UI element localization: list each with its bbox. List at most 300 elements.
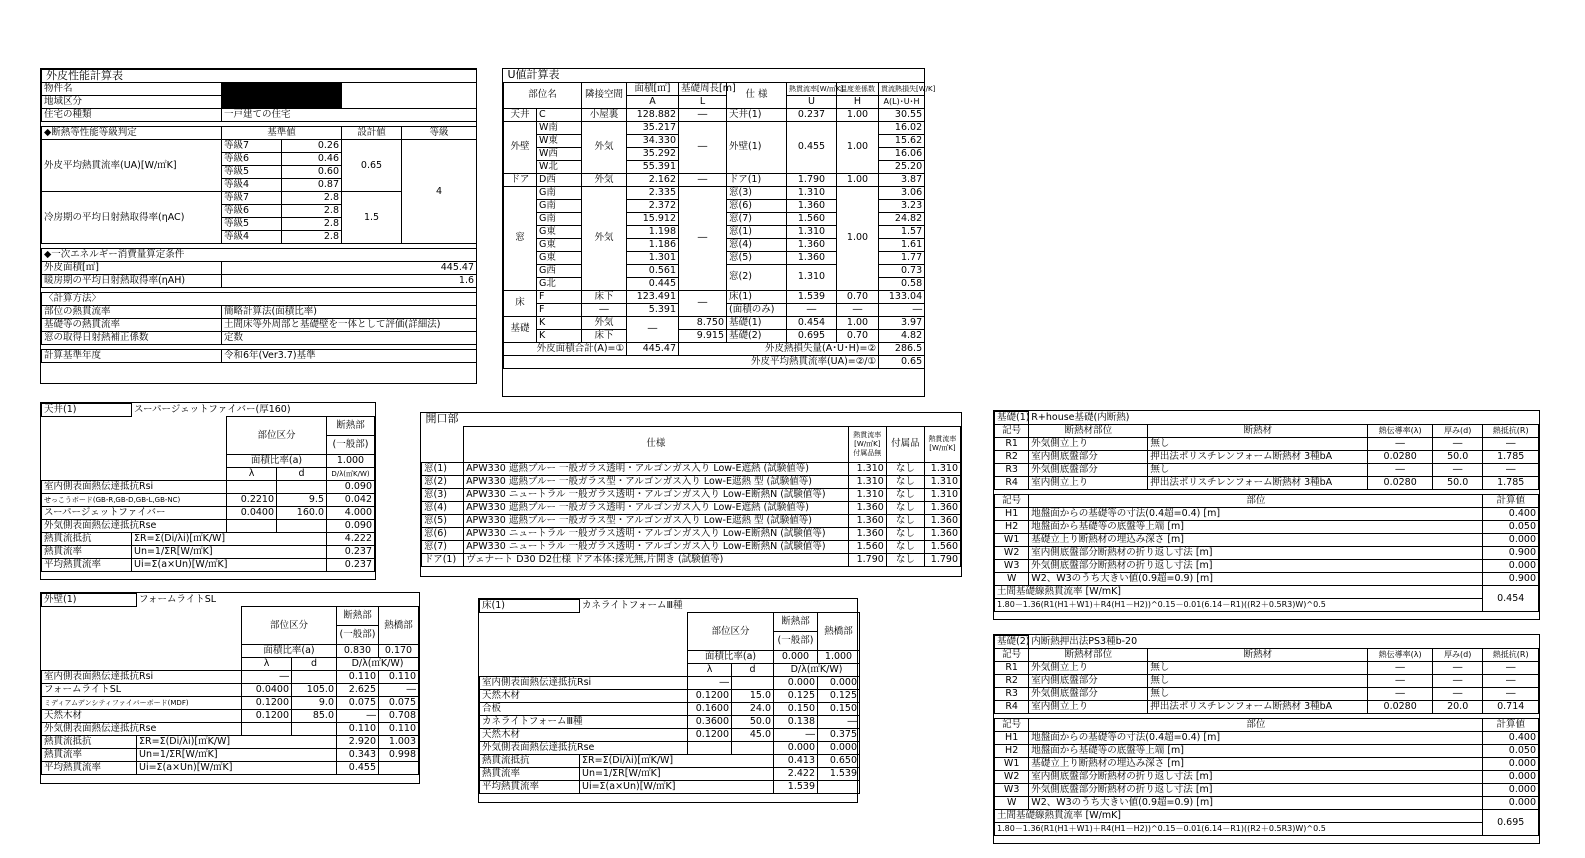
resistance-bridge: 0.075 xyxy=(379,697,419,710)
formula: 1.80－1.36(R1(H1＋W1)＋R4(H1－H2))^0.15－0.01(6.14－R1)((R2＋0.5R3)W)^0.5 xyxy=(995,599,1483,612)
temp-coef: 0.70 xyxy=(837,329,879,342)
resistance: 0.138 xyxy=(774,716,818,729)
opening-id: 窓(5) xyxy=(422,514,464,527)
calc-value-bridge: 0.998 xyxy=(379,749,419,762)
column-header: 仕 様 xyxy=(727,82,787,108)
thickness: 9.5 xyxy=(277,494,327,507)
calc-value: 2.422 xyxy=(774,768,818,781)
adjacent-space: 外気 xyxy=(582,316,627,329)
column-header: 貫流熱損失[W/K] xyxy=(879,82,925,95)
adjacent-space: ― xyxy=(582,303,627,316)
ratio-value: 1.000 xyxy=(327,455,375,468)
thickness xyxy=(292,723,337,736)
year-label: 計算基準年度 xyxy=(42,350,222,363)
column-header: 部位 xyxy=(1029,719,1483,732)
area: 1.301 xyxy=(627,251,679,264)
u-value: 1.310 xyxy=(848,488,886,501)
column-unit: L xyxy=(679,95,727,108)
ua-design: 0.65 xyxy=(342,140,402,192)
formula-label: 土間基礎線熱貫流率 [W/mK] xyxy=(995,586,1483,599)
formula-label: 土間基礎線熱貫流率 [W/mK] xyxy=(995,810,1483,823)
direction: W西 xyxy=(537,147,582,160)
foundation-2-table xyxy=(993,634,1540,844)
accessory: なし xyxy=(886,514,924,527)
spec: 窓(7) xyxy=(727,212,787,225)
u-value: 1.790 xyxy=(848,553,886,566)
opening-spec: APW330 ニュートラル 一般ガラス透明・アルゴンガス入り Low-E断熱N (試験値等) xyxy=(464,527,849,540)
column-header: 熱貫流率[W/㎡K] xyxy=(787,82,837,95)
area: 1.186 xyxy=(627,238,679,251)
temp-coef: 1.00 xyxy=(837,121,879,173)
dimension-label: 地盤面からの基礎等の寸法(0.4超=0.4) [m] xyxy=(1029,732,1483,745)
symbol: W2 xyxy=(995,547,1029,560)
resistance: 0.000 xyxy=(774,677,818,690)
calc-value-bridge xyxy=(818,781,860,794)
thickness xyxy=(732,742,774,755)
thickness: ― xyxy=(1432,662,1482,675)
column-unit: A(L)･U･H xyxy=(879,95,925,108)
column-unit: A xyxy=(627,95,679,108)
calc-formula: Un=1/ΣR[W/㎡K] xyxy=(580,768,774,781)
accessory: なし xyxy=(886,462,924,475)
sum-area-label: 外皮面積合計(A)=① xyxy=(504,342,627,355)
lambda: ― xyxy=(688,677,732,690)
dimension-value: 0.050 xyxy=(1483,745,1539,758)
layer-name: 合板 xyxy=(480,703,688,716)
method-value: 簡略計算法(面積比率) xyxy=(222,306,477,319)
thickness: ― xyxy=(1432,464,1482,477)
d-header: d xyxy=(277,468,327,481)
column-header: 熱貫流率[W/㎡K] xyxy=(924,426,960,462)
u-value-table xyxy=(502,68,936,397)
symbol: H2 xyxy=(995,745,1029,758)
ratio-value: 0.170 xyxy=(379,645,419,658)
ins-material: 無し xyxy=(1148,688,1368,701)
info-label: 物件名 xyxy=(42,83,222,96)
part-material: カネライトフォームⅢ種 xyxy=(582,599,683,611)
opening-table xyxy=(420,412,962,577)
u-value: 0.695 xyxy=(787,329,837,342)
calc-label: 平均熱貫流率 xyxy=(480,781,580,794)
column-header: 熱橋部 xyxy=(818,613,860,651)
lambda: ― xyxy=(1368,662,1433,675)
column-header: 記号 xyxy=(995,425,1029,438)
resistance: 0.125 xyxy=(774,690,818,703)
perimeter: 8.750 xyxy=(679,316,727,329)
u-value: 1.539 xyxy=(787,290,837,303)
column-unit: H xyxy=(837,95,879,108)
accessory: なし xyxy=(886,527,924,540)
grade-label: 等級7 xyxy=(222,192,282,205)
layer-name: 外気側表面熱伝達抵抗Rse xyxy=(42,520,227,533)
adjacent-space: 床下 xyxy=(582,329,627,342)
spec: ドア(1) xyxy=(727,173,787,186)
column-header: 計算値 xyxy=(1483,719,1539,732)
u-value-final: 1.360 xyxy=(924,527,960,540)
dimension-value: 0.400 xyxy=(1483,732,1539,745)
column-header: 基礎周長[m] xyxy=(679,82,727,95)
criteria-value: 2.8 xyxy=(282,218,342,231)
calc-formula: Ui=Σ(a×Un)[W/㎡K] xyxy=(132,559,327,572)
symbol: R4 xyxy=(995,701,1029,714)
direction: F xyxy=(537,303,582,316)
floor-spec-table xyxy=(478,598,858,803)
column-header: 熱抵抗(R) xyxy=(1483,649,1539,662)
grade-label: 等級6 xyxy=(222,205,282,218)
thickness: 50.0 xyxy=(1432,477,1482,490)
symbol: R2 xyxy=(995,675,1029,688)
heat-loss: 24.82 xyxy=(879,212,925,225)
grade-label: 等級7 xyxy=(222,140,282,153)
resistance: 4.000 xyxy=(327,507,375,520)
thickness: 160.0 xyxy=(277,507,327,520)
eta-ah-value: 1.6 xyxy=(222,275,477,288)
grade-label: 等級5 xyxy=(222,166,282,179)
resistance-bridge: ― xyxy=(379,684,419,697)
column-header: 計算値 xyxy=(1483,495,1539,508)
ratio-label: 面積比率(a) xyxy=(688,651,774,664)
calc-label: 熱貫流率 xyxy=(480,768,580,781)
adjacent-space: 床下 xyxy=(582,290,627,303)
u-value: 1.360 xyxy=(848,527,886,540)
spec: 窓(5) xyxy=(727,251,787,264)
ins-part: 外気側立上り xyxy=(1029,662,1148,675)
spec: 基礎(2) xyxy=(727,329,787,342)
calc-value: 0.413 xyxy=(774,755,818,768)
calc-value: 2.920 xyxy=(337,736,379,749)
thickness: 105.0 xyxy=(292,684,337,697)
lambda: 0.0280 xyxy=(1368,701,1433,714)
u-value-final: 1.560 xyxy=(924,540,960,553)
lambda xyxy=(688,742,732,755)
redacted-block xyxy=(222,83,342,96)
column-header: (一般部) xyxy=(774,632,818,651)
grade-label: 等級4 xyxy=(222,231,282,244)
dimension-value: 0.000 xyxy=(1483,797,1539,810)
direction: G南 xyxy=(537,186,582,199)
ins-part: 外気側底盤部分 xyxy=(1029,464,1148,477)
ua-value: 0.65 xyxy=(879,355,925,368)
opening-spec: APW330 遮熱ブルー 一般ガラス型・アルゴンガス入り Low-E遮熱 型 (試験値等) xyxy=(464,475,849,488)
redacted-block xyxy=(222,96,342,109)
calc-formula: Ui=Σ(a×Un)[W/㎡K] xyxy=(580,781,774,794)
lambda xyxy=(227,520,277,533)
accessory: なし xyxy=(886,501,924,514)
part-name: 窓 xyxy=(504,186,537,290)
heat-loss: 16.06 xyxy=(879,147,925,160)
formula: 1.80－1.36(R1(H1＋W1)＋R4(H1－H2))^0.15－0.01(6.14－R1)((R2＋0.5R3)W)^0.5 xyxy=(995,823,1483,836)
method-header: 〈計算方法〉 xyxy=(42,293,477,306)
symbol: H2 xyxy=(995,521,1029,534)
spec: 外壁(1) xyxy=(727,121,787,173)
resistance: 0.110 xyxy=(337,671,379,684)
resistance: ― xyxy=(1483,438,1539,451)
resistance: 1.785 xyxy=(1483,451,1539,464)
opening-id: 窓(7) xyxy=(422,540,464,553)
spec: 窓(4) xyxy=(727,238,787,251)
resistance: 0.150 xyxy=(774,703,818,716)
column-header: 熱伝導率(λ) xyxy=(1368,649,1433,662)
u-value: 0.237 xyxy=(787,108,837,121)
symbol: H1 xyxy=(995,732,1029,745)
column-header: 厚み(d) xyxy=(1432,425,1482,438)
foundation-1-table xyxy=(993,410,1540,620)
lambda: 0.1200 xyxy=(242,710,292,723)
resistance: 0.090 xyxy=(327,520,375,533)
opening-spec: APW330 遮熱ブルー 一般ガラス透明・アルゴンガス入り Low-E遮熱 (試験値等) xyxy=(464,501,849,514)
column-header: 断熱材 xyxy=(1148,425,1368,438)
thickness xyxy=(292,671,337,684)
layer-name: 室内側表面熱伝達抵抗Rsi xyxy=(42,671,242,684)
heat-loss: 25.20 xyxy=(879,160,925,173)
thickness: ― xyxy=(1432,675,1482,688)
resistance-bridge: 0.125 xyxy=(818,690,860,703)
column-header: 付属品 xyxy=(886,426,924,462)
layer-name: 室内側表面熱伝達抵抗Rsi xyxy=(42,481,227,494)
symbol: W1 xyxy=(995,534,1029,547)
part-name: 外壁 xyxy=(504,121,537,173)
grade-label: 等級6 xyxy=(222,153,282,166)
column-header: 記号 xyxy=(995,719,1029,732)
info-label: 住宅の種類 xyxy=(42,109,222,122)
formula-value: 0.454 xyxy=(1483,586,1539,612)
thickness: 20.0 xyxy=(1432,701,1482,714)
u-value: 1.310 xyxy=(848,475,886,488)
year-value: 令和6年(Ver3.7)基準 xyxy=(222,350,477,363)
heat-loss: 0.73 xyxy=(879,264,925,277)
part-material: フォームライトSL xyxy=(139,593,217,605)
dimension-label: 室内側底盤部分断熱材の折り返し寸法 [m] xyxy=(1029,547,1483,560)
column-header: 記号 xyxy=(995,495,1029,508)
symbol: R1 xyxy=(995,438,1029,451)
dimension-label: W2、W3のうち大きい値(0.9超=0.9) [m] xyxy=(1029,573,1483,586)
part-title: 外壁(1) xyxy=(42,594,137,607)
u-value: 1.310 xyxy=(787,225,837,238)
part-name: ドア xyxy=(504,173,537,186)
opening-spec: APW330 ニュートラル 一般ガラス透明・アルゴンガス入り Low-E断熱N (試験値等) xyxy=(464,540,849,553)
calc-value-bridge: 1.539 xyxy=(818,768,860,781)
dimension-value: 0.000 xyxy=(1483,784,1539,797)
criteria-value: 0.46 xyxy=(282,153,342,166)
lambda: 0.2210 xyxy=(227,494,277,507)
resistance: ― xyxy=(1483,662,1539,675)
part-title: 基礎(2) xyxy=(995,636,1029,649)
thickness: ― xyxy=(1432,688,1482,701)
column-header: 仕様 xyxy=(464,426,849,462)
calc-value: 0.343 xyxy=(337,749,379,762)
formula-value: 0.695 xyxy=(1483,810,1539,836)
column-header: 断熱材 xyxy=(1148,649,1368,662)
dimension-label: 室内側底盤部分断熱材の折り返し寸法 [m] xyxy=(1029,771,1483,784)
column-header: (一般部) xyxy=(337,626,379,645)
ins-material: 無し xyxy=(1148,662,1368,675)
direction: C xyxy=(537,108,582,121)
heat-loss: 1.61 xyxy=(879,238,925,251)
symbol: W xyxy=(995,797,1029,810)
criteria-value: 2.8 xyxy=(282,192,342,205)
column-header: 熱橋部 xyxy=(379,607,419,645)
sum-loss-label: 外皮熱損失量(A･U･H)=② xyxy=(679,342,879,355)
thickness: 15.0 xyxy=(732,690,774,703)
opening-spec: ヴェナート D30 D2仕様 ドア本体:採光無,片開き (試験値等) xyxy=(464,553,849,566)
symbol: R1 xyxy=(995,662,1029,675)
resistance: 0.000 xyxy=(774,742,818,755)
lambda xyxy=(227,481,277,494)
symbol: W3 xyxy=(995,560,1029,573)
ratio-value: 0.830 xyxy=(337,645,379,658)
dimension-value: 0.000 xyxy=(1483,758,1539,771)
opening-spec: APW330 遮熱ブルー 一般ガラス型・アルゴンガス入り Low-E遮熱 型 (試験値等) xyxy=(464,514,849,527)
direction: W南 xyxy=(537,121,582,134)
part-title: 天井(1) xyxy=(42,404,132,417)
criteria-value: 2.8 xyxy=(282,231,342,244)
area: 15.912 xyxy=(627,212,679,225)
opening-id: 窓(6) xyxy=(422,527,464,540)
spec: 窓(1) xyxy=(727,225,787,238)
thickness xyxy=(277,481,327,494)
lambda-header: λ xyxy=(242,658,292,671)
perimeter: ― xyxy=(679,108,727,121)
envelope-performance-table xyxy=(40,68,477,384)
spec: 天井(1) xyxy=(727,108,787,121)
heat-loss: 4.82 xyxy=(879,329,925,342)
ratio-value: 0.000 xyxy=(774,651,818,664)
dimension-value: 0.000 xyxy=(1483,560,1539,573)
thickness xyxy=(277,520,327,533)
sum-loss: 286.5 xyxy=(879,342,925,355)
spec: 窓(3) xyxy=(727,186,787,199)
layer-name: スーパージェットファイバー xyxy=(42,507,227,520)
column-header: 温度差係数 xyxy=(837,82,879,95)
lambda: ― xyxy=(1368,675,1433,688)
resistance-bridge: 0.150 xyxy=(818,703,860,716)
ins-part: 室内側立上り xyxy=(1029,701,1148,714)
u-value: 1.360 xyxy=(787,199,837,212)
dimension-label: 外気側底盤部分断熱材の折り返し寸法 [m] xyxy=(1029,784,1483,797)
calc-label: 熱貫流抵抗 xyxy=(42,533,132,546)
calc-formula: ΣR=Σ(Di/λi)[㎡K/W] xyxy=(132,533,327,546)
calc-label: 熱貫流率 xyxy=(42,546,132,559)
direction: G南 xyxy=(537,212,582,225)
opening-id: 窓(2) xyxy=(422,475,464,488)
temp-coef: 1.00 xyxy=(837,108,879,121)
thickness: 50.0 xyxy=(732,716,774,729)
criteria-value: 0.60 xyxy=(282,166,342,179)
layer-name: ミディアムデンシティファイバーボード(MDF) xyxy=(42,697,242,710)
u-value: ― xyxy=(787,303,837,316)
resistance-bridge: 0.708 xyxy=(379,710,419,723)
direction: W北 xyxy=(537,160,582,173)
lambda: ― xyxy=(1368,438,1433,451)
u-value: 1.310 xyxy=(787,264,837,290)
u-value-final: 1.360 xyxy=(924,501,960,514)
layer-name: フォームライトSL xyxy=(42,684,242,697)
area-label: 外皮面積[㎡] xyxy=(42,262,222,275)
eta-label: 冷房期の平均日射熱取得率(ηAC) xyxy=(42,192,222,244)
area: 0.445 xyxy=(627,277,679,290)
lambda: 0.0400 xyxy=(227,507,277,520)
lambda: 0.1200 xyxy=(242,697,292,710)
temp-coef: 1.00 xyxy=(837,173,879,186)
thickness: 50.0 xyxy=(1432,451,1482,464)
lambda: 0.3600 xyxy=(688,716,732,729)
lambda: ― xyxy=(1368,688,1433,701)
area: ― xyxy=(627,316,679,342)
info-value: 一戸建ての住宅 xyxy=(222,109,477,122)
resistance-bridge: 0.000 xyxy=(818,742,860,755)
area: 1.198 xyxy=(627,225,679,238)
calc-formula: ΣR=Σ(Di/λi)[㎡K/W] xyxy=(580,755,774,768)
column-header: 熱伝導率(λ) xyxy=(1368,425,1433,438)
dimension-value: 0.050 xyxy=(1483,521,1539,534)
resistance: 0.110 xyxy=(337,723,379,736)
dimension-label: 地盤面からの基礎等の寸法(0.4超=0.4) [m] xyxy=(1029,508,1483,521)
lambda-header: λ xyxy=(227,468,277,481)
column-header: 部位 xyxy=(1029,495,1483,508)
table-title: 外皮性能計算表 xyxy=(42,70,477,83)
calc-value: 0.237 xyxy=(327,546,375,559)
dimension-label: 地盤面から基礎等の底盤等上端 [m] xyxy=(1029,521,1483,534)
heat-loss: 1.57 xyxy=(879,225,925,238)
area-value: 445.47 xyxy=(222,262,477,275)
resistance-bridge: 0.110 xyxy=(379,671,419,684)
layer-name: カネライトフォームⅢ種 xyxy=(480,716,688,729)
ua-label: 外皮平均熱貫流率(UA)=②/① xyxy=(504,355,879,368)
u-value: 1.360 xyxy=(848,514,886,527)
perimeter: ― xyxy=(679,173,727,186)
lambda: 0.1200 xyxy=(688,729,732,742)
perimeter: ― xyxy=(679,121,727,173)
calc-formula: Un=1/ΣR[W/㎡K] xyxy=(132,546,327,559)
criteria-value: 2.8 xyxy=(282,205,342,218)
direction: G南 xyxy=(537,199,582,212)
lambda: 0.0400 xyxy=(242,684,292,697)
direction: G東 xyxy=(537,225,582,238)
column-header: 熱貫流率[W/㎡K]付属品無 xyxy=(848,426,886,462)
lambda: ― xyxy=(1368,464,1433,477)
part-title: 床(1) xyxy=(480,600,580,613)
heat-loss: 133.04 xyxy=(879,290,925,303)
u-value: 1.360 xyxy=(787,251,837,264)
d-header: d xyxy=(732,664,774,677)
ins-material: 押出法ポリスチレンフォーム断熱材 3種bA xyxy=(1148,451,1368,464)
area: 2.335 xyxy=(627,186,679,199)
direction: G東 xyxy=(537,238,582,251)
ins-part: 室内側底盤部分 xyxy=(1029,451,1148,464)
u-value-final: 1.310 xyxy=(924,488,960,501)
part-name: 基礎 xyxy=(504,316,537,342)
layer-name: 天然木材 xyxy=(480,690,688,703)
resistance: 0.090 xyxy=(327,481,375,494)
lambda xyxy=(242,723,292,736)
criteria-value: 0.87 xyxy=(282,179,342,192)
direction: G西 xyxy=(537,264,582,277)
temp-coef: ― xyxy=(837,303,879,316)
area: 35.217 xyxy=(627,121,679,134)
dl-header: D/λ(㎡K/W) xyxy=(337,658,419,671)
column-header: 断熱部 xyxy=(774,613,818,632)
opening-id: 窓(3) xyxy=(422,488,464,501)
spec: 窓(2) xyxy=(727,264,787,290)
area: 55.391 xyxy=(627,160,679,173)
heat-loss: 3.87 xyxy=(879,173,925,186)
dimension-value: 0.900 xyxy=(1483,547,1539,560)
part-title: 基礎(1) xyxy=(995,412,1029,425)
adjacent-space: 外気 xyxy=(582,173,627,186)
part-name: 天井 xyxy=(504,108,537,121)
u-value: 1.560 xyxy=(787,212,837,225)
column-header: 部位区分 xyxy=(688,613,774,651)
